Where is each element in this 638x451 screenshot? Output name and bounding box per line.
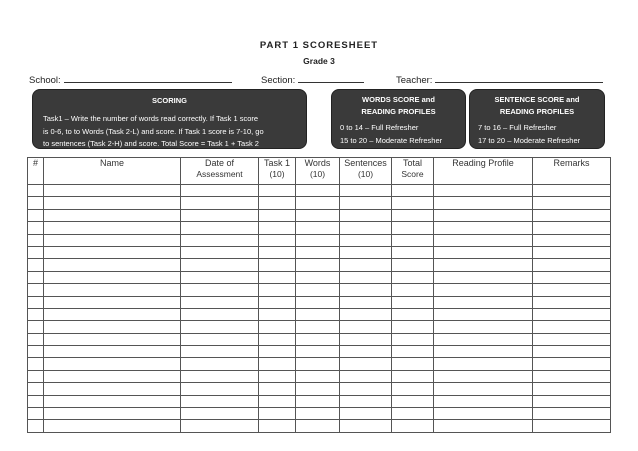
table-cell[interactable] bbox=[392, 271, 434, 283]
col-number-header bbox=[28, 158, 44, 185]
table-row bbox=[28, 395, 611, 407]
table-cell[interactable] bbox=[434, 197, 533, 209]
table-cell[interactable] bbox=[296, 333, 340, 345]
table-cell[interactable] bbox=[296, 370, 340, 382]
table-cell[interactable] bbox=[296, 358, 340, 370]
section-field bbox=[261, 73, 364, 86]
column-header-label: Remarks bbox=[553, 158, 590, 168]
table-cell[interactable] bbox=[181, 321, 259, 333]
col-sentences-header bbox=[340, 158, 392, 185]
teacher-field bbox=[396, 73, 603, 86]
table-cell[interactable] bbox=[434, 284, 533, 296]
table-cell[interactable] bbox=[28, 259, 44, 271]
table-cell[interactable] bbox=[296, 246, 340, 258]
table-cell[interactable] bbox=[340, 408, 392, 420]
table-cell[interactable] bbox=[28, 358, 44, 370]
table-cell[interactable] bbox=[259, 420, 296, 432]
table-cell[interactable] bbox=[392, 346, 434, 358]
table-cell[interactable] bbox=[533, 420, 611, 432]
table-cell[interactable] bbox=[28, 271, 44, 283]
table-cell[interactable] bbox=[259, 395, 296, 407]
table-cell[interactable] bbox=[434, 246, 533, 258]
table-cell[interactable] bbox=[392, 185, 434, 197]
table-cell[interactable] bbox=[44, 259, 181, 271]
column-header-sublabel: Assessment bbox=[196, 169, 243, 179]
scoring-line: to sentences (Task 2-H) and score. Total Score = Task 1 + Task 2 bbox=[43, 139, 259, 148]
table-cell[interactable] bbox=[44, 284, 181, 296]
sentence-box-title-line: READING PROFILES bbox=[499, 107, 575, 116]
scoring-line: is 0-6, to to Words (Task 2-L) and score. If Task 1 score is 7-10, go bbox=[43, 126, 264, 136]
table-cell[interactable] bbox=[259, 296, 296, 308]
table-cell[interactable] bbox=[28, 222, 44, 234]
table-cell[interactable] bbox=[340, 370, 392, 382]
table-cell[interactable] bbox=[392, 197, 434, 209]
column-header-label: Words bbox=[304, 158, 331, 168]
table-cell[interactable] bbox=[392, 383, 434, 395]
table-cell[interactable] bbox=[434, 395, 533, 407]
table-cell[interactable] bbox=[44, 246, 181, 258]
table-cell[interactable] bbox=[340, 333, 392, 345]
table-cell[interactable] bbox=[28, 185, 44, 197]
table-cell[interactable] bbox=[259, 370, 296, 382]
table-cell[interactable] bbox=[533, 284, 611, 296]
table-cell[interactable] bbox=[392, 284, 434, 296]
table-cell[interactable] bbox=[340, 259, 392, 271]
table-cell[interactable] bbox=[181, 185, 259, 197]
table-cell[interactable] bbox=[296, 308, 340, 320]
table-cell[interactable] bbox=[296, 395, 340, 407]
table-cell[interactable] bbox=[44, 346, 181, 358]
table-cell[interactable] bbox=[28, 420, 44, 432]
table-cell[interactable] bbox=[340, 197, 392, 209]
table-cell[interactable] bbox=[533, 271, 611, 283]
words-box-title-line: READING PROFILES bbox=[361, 107, 436, 116]
table-cell[interactable] bbox=[44, 358, 181, 370]
table-cell[interactable] bbox=[296, 234, 340, 246]
table-cell[interactable] bbox=[28, 284, 44, 296]
table-cell[interactable] bbox=[533, 209, 611, 221]
table-cell[interactable] bbox=[392, 259, 434, 271]
table-cell[interactable] bbox=[434, 408, 533, 420]
teacher-label: Teacher: bbox=[396, 75, 433, 86]
table-cell[interactable] bbox=[44, 222, 181, 234]
column-header-label: Name bbox=[99, 158, 124, 168]
table-body bbox=[28, 185, 611, 433]
table-cell[interactable] bbox=[296, 321, 340, 333]
table-cell[interactable] bbox=[28, 209, 44, 221]
table-cell[interactable] bbox=[259, 222, 296, 234]
column-header-label: # bbox=[32, 158, 38, 168]
table-cell[interactable] bbox=[28, 383, 44, 395]
teacher-input-line[interactable] bbox=[435, 73, 603, 83]
table-cell[interactable] bbox=[533, 383, 611, 395]
table-cell[interactable] bbox=[28, 321, 44, 333]
table-cell[interactable] bbox=[181, 296, 259, 308]
table-cell[interactable] bbox=[28, 308, 44, 320]
scoresheet-table bbox=[27, 157, 611, 433]
table-cell[interactable] bbox=[340, 308, 392, 320]
table-cell[interactable] bbox=[44, 185, 181, 197]
table-cell[interactable] bbox=[181, 197, 259, 209]
column-header-sublabel: (10) bbox=[357, 169, 374, 179]
table-cell[interactable] bbox=[392, 209, 434, 221]
table-cell[interactable] bbox=[340, 346, 392, 358]
table-cell[interactable] bbox=[340, 222, 392, 234]
table-cell[interactable] bbox=[44, 408, 181, 420]
table-cell[interactable] bbox=[533, 259, 611, 271]
table-cell[interactable] bbox=[44, 296, 181, 308]
table-cell[interactable] bbox=[296, 284, 340, 296]
table-cell[interactable] bbox=[296, 259, 340, 271]
table-cell[interactable] bbox=[181, 333, 259, 345]
table-cell[interactable] bbox=[340, 271, 392, 283]
table-cell[interactable] bbox=[392, 395, 434, 407]
table-cell[interactable] bbox=[340, 246, 392, 258]
words-profile-line: 0 to 14 – Full Refresher bbox=[340, 123, 419, 132]
table-cell[interactable] bbox=[533, 408, 611, 420]
table-cell[interactable] bbox=[434, 420, 533, 432]
table-cell[interactable] bbox=[181, 246, 259, 258]
table-cell[interactable] bbox=[392, 246, 434, 258]
table-cell[interactable] bbox=[259, 333, 296, 345]
table-row bbox=[28, 370, 611, 382]
table-row bbox=[28, 246, 611, 258]
table-cell[interactable] bbox=[28, 234, 44, 246]
table-cell[interactable] bbox=[44, 308, 181, 320]
table-cell[interactable] bbox=[392, 321, 434, 333]
table-cell[interactable] bbox=[533, 197, 611, 209]
table-row bbox=[28, 408, 611, 420]
table-cell[interactable] bbox=[44, 209, 181, 221]
table-cell[interactable] bbox=[392, 408, 434, 420]
table-cell[interactable] bbox=[44, 234, 181, 246]
column-header-sublabel: Score bbox=[401, 169, 424, 179]
table-cell[interactable] bbox=[296, 420, 340, 432]
scoring-box-title: SCORING bbox=[151, 96, 187, 105]
section-input-line[interactable] bbox=[298, 73, 364, 83]
table-cell[interactable] bbox=[533, 234, 611, 246]
table-row bbox=[28, 222, 611, 234]
table-cell[interactable] bbox=[259, 383, 296, 395]
table-cell[interactable] bbox=[296, 197, 340, 209]
school-field bbox=[29, 73, 232, 86]
sentence-profile-line: 17 to 20 – Moderate Refresher bbox=[478, 135, 581, 145]
page-subtitle: Grade 3 bbox=[303, 56, 335, 66]
sentence-box-body bbox=[470, 122, 604, 147]
table-row bbox=[28, 234, 611, 246]
table-cell[interactable] bbox=[28, 197, 44, 209]
table-cell[interactable] bbox=[296, 346, 340, 358]
table-cell[interactable] bbox=[28, 395, 44, 407]
sentence-profile-line: 7 to 16 – Full Refresher bbox=[478, 123, 557, 132]
table-cell[interactable] bbox=[340, 321, 392, 333]
table-row bbox=[28, 346, 611, 358]
words-box-title-line: WORDS SCORE and bbox=[362, 95, 435, 104]
table-cell[interactable] bbox=[434, 346, 533, 358]
table-cell[interactable] bbox=[296, 408, 340, 420]
page-title: PART 1 SCORESHEET bbox=[259, 40, 379, 51]
column-header-sublabel: (10) bbox=[269, 169, 285, 179]
table-cell[interactable] bbox=[296, 209, 340, 221]
table-row bbox=[28, 321, 611, 333]
table-cell[interactable] bbox=[259, 308, 296, 320]
table-cell[interactable] bbox=[44, 271, 181, 283]
table-cell[interactable] bbox=[392, 333, 434, 345]
table-cell[interactable] bbox=[434, 234, 533, 246]
sentence-box-title bbox=[470, 94, 604, 118]
table-cell[interactable] bbox=[28, 346, 44, 358]
table-cell[interactable] bbox=[296, 296, 340, 308]
table-cell[interactable] bbox=[296, 185, 340, 197]
table-cell[interactable] bbox=[259, 246, 296, 258]
col-words-header bbox=[296, 158, 340, 185]
table-cell[interactable] bbox=[44, 395, 181, 407]
table-row bbox=[28, 358, 611, 370]
table-cell[interactable] bbox=[181, 209, 259, 221]
table-cell[interactable] bbox=[44, 420, 181, 432]
table-cell[interactable] bbox=[181, 234, 259, 246]
table-cell[interactable] bbox=[340, 234, 392, 246]
table-cell[interactable] bbox=[340, 358, 392, 370]
sentence-box-title-line: SENTENCE SCORE and bbox=[494, 95, 580, 104]
column-header-label: Reading Profile bbox=[452, 158, 514, 168]
scoring-box-body bbox=[33, 113, 306, 151]
table-cell[interactable] bbox=[533, 308, 611, 320]
table-cell[interactable] bbox=[533, 395, 611, 407]
table-row bbox=[28, 185, 611, 197]
table-cell[interactable] bbox=[181, 358, 259, 370]
table-cell[interactable] bbox=[340, 383, 392, 395]
school-input-line[interactable] bbox=[64, 73, 232, 83]
table-cell[interactable] bbox=[533, 333, 611, 345]
table-cell[interactable] bbox=[434, 308, 533, 320]
table-cell[interactable] bbox=[28, 333, 44, 345]
table-cell[interactable] bbox=[28, 408, 44, 420]
table-cell[interactable] bbox=[181, 271, 259, 283]
table-row bbox=[28, 383, 611, 395]
table-cell[interactable] bbox=[259, 234, 296, 246]
table-cell[interactable] bbox=[181, 259, 259, 271]
table-row bbox=[28, 271, 611, 283]
table-cell[interactable] bbox=[434, 185, 533, 197]
words-score-box bbox=[331, 89, 466, 149]
table-cell[interactable] bbox=[533, 296, 611, 308]
table-cell[interactable] bbox=[28, 296, 44, 308]
table-row bbox=[28, 197, 611, 209]
table-row bbox=[28, 420, 611, 432]
school-label: School: bbox=[29, 75, 61, 86]
table-cell[interactable] bbox=[259, 209, 296, 221]
table-cell[interactable] bbox=[44, 333, 181, 345]
table-cell[interactable] bbox=[392, 296, 434, 308]
column-header-label: Task 1 bbox=[263, 158, 290, 168]
table-cell[interactable] bbox=[44, 370, 181, 382]
table-cell[interactable] bbox=[533, 346, 611, 358]
table-cell[interactable] bbox=[259, 284, 296, 296]
table-cell[interactable] bbox=[181, 370, 259, 382]
table-cell[interactable] bbox=[259, 358, 296, 370]
table-cell[interactable] bbox=[434, 333, 533, 345]
scoring-line: Task1 – Write the number of words read correctly. If Task 1 score bbox=[43, 114, 259, 123]
table-cell[interactable] bbox=[259, 271, 296, 283]
table-cell[interactable] bbox=[28, 370, 44, 382]
table-cell[interactable] bbox=[340, 209, 392, 221]
table-cell[interactable] bbox=[181, 383, 259, 395]
table-header-row bbox=[28, 158, 611, 185]
table-cell[interactable] bbox=[340, 420, 392, 432]
table-cell[interactable] bbox=[181, 395, 259, 407]
table-cell[interactable] bbox=[181, 408, 259, 420]
column-header-label: Sentences bbox=[344, 158, 387, 168]
table-cell[interactable] bbox=[259, 259, 296, 271]
table-cell[interactable] bbox=[392, 308, 434, 320]
table-cell[interactable] bbox=[259, 185, 296, 197]
table-cell[interactable] bbox=[340, 395, 392, 407]
sentence-score-box bbox=[469, 89, 605, 149]
table-cell[interactable] bbox=[340, 185, 392, 197]
table-cell[interactable] bbox=[44, 321, 181, 333]
col-total-header bbox=[392, 158, 434, 185]
table-row bbox=[28, 333, 611, 345]
table-cell[interactable] bbox=[434, 321, 533, 333]
table-row bbox=[28, 259, 611, 271]
table-cell[interactable] bbox=[44, 197, 181, 209]
table-cell[interactable] bbox=[434, 259, 533, 271]
column-header-sublabel: (10) bbox=[309, 169, 326, 179]
col-task1-header bbox=[259, 158, 296, 185]
table-row bbox=[28, 296, 611, 308]
table-cell[interactable] bbox=[259, 321, 296, 333]
table-cell[interactable] bbox=[434, 296, 533, 308]
table-cell[interactable] bbox=[392, 420, 434, 432]
table-cell[interactable] bbox=[392, 234, 434, 246]
table-cell[interactable] bbox=[296, 383, 340, 395]
table-cell[interactable] bbox=[340, 296, 392, 308]
col-reading-profile-header bbox=[434, 158, 533, 185]
table-cell[interactable] bbox=[533, 321, 611, 333]
table-cell[interactable] bbox=[392, 222, 434, 234]
scoring-box bbox=[32, 89, 307, 149]
table-cell[interactable] bbox=[392, 370, 434, 382]
section-label: Section: bbox=[261, 75, 296, 86]
table-cell[interactable] bbox=[259, 346, 296, 358]
col-remarks-header bbox=[533, 158, 611, 185]
table-cell[interactable] bbox=[181, 308, 259, 320]
table-cell[interactable] bbox=[533, 358, 611, 370]
table-cell[interactable] bbox=[434, 358, 533, 370]
table-cell[interactable] bbox=[259, 197, 296, 209]
table-row bbox=[28, 308, 611, 320]
table-cell[interactable] bbox=[28, 246, 44, 258]
table-cell[interactable] bbox=[181, 284, 259, 296]
table-cell[interactable] bbox=[434, 271, 533, 283]
table-cell[interactable] bbox=[533, 222, 611, 234]
column-header-label: Total bbox=[402, 158, 422, 168]
words-box-body bbox=[332, 122, 465, 147]
table-cell[interactable] bbox=[181, 420, 259, 432]
table-cell[interactable] bbox=[181, 346, 259, 358]
table-cell[interactable] bbox=[434, 222, 533, 234]
table-row bbox=[28, 209, 611, 221]
words-box-title bbox=[332, 94, 465, 118]
table-cell[interactable] bbox=[296, 271, 340, 283]
table-cell[interactable] bbox=[533, 370, 611, 382]
table-cell[interactable] bbox=[533, 246, 611, 258]
column-header-label: Date of bbox=[204, 158, 235, 168]
table-cell[interactable] bbox=[434, 370, 533, 382]
table-cell[interactable] bbox=[340, 284, 392, 296]
col-name-header bbox=[44, 158, 181, 185]
words-profile-line: 15 to 20 – Moderate Refresher bbox=[340, 135, 443, 145]
table-cell[interactable] bbox=[434, 383, 533, 395]
col-date-header bbox=[181, 158, 259, 185]
table-cell[interactable] bbox=[533, 185, 611, 197]
table-cell[interactable] bbox=[434, 209, 533, 221]
table-cell[interactable] bbox=[181, 222, 259, 234]
table-cell[interactable] bbox=[259, 408, 296, 420]
table-cell[interactable] bbox=[392, 358, 434, 370]
table-row bbox=[28, 284, 611, 296]
table-cell[interactable] bbox=[296, 222, 340, 234]
table-cell[interactable] bbox=[44, 383, 181, 395]
